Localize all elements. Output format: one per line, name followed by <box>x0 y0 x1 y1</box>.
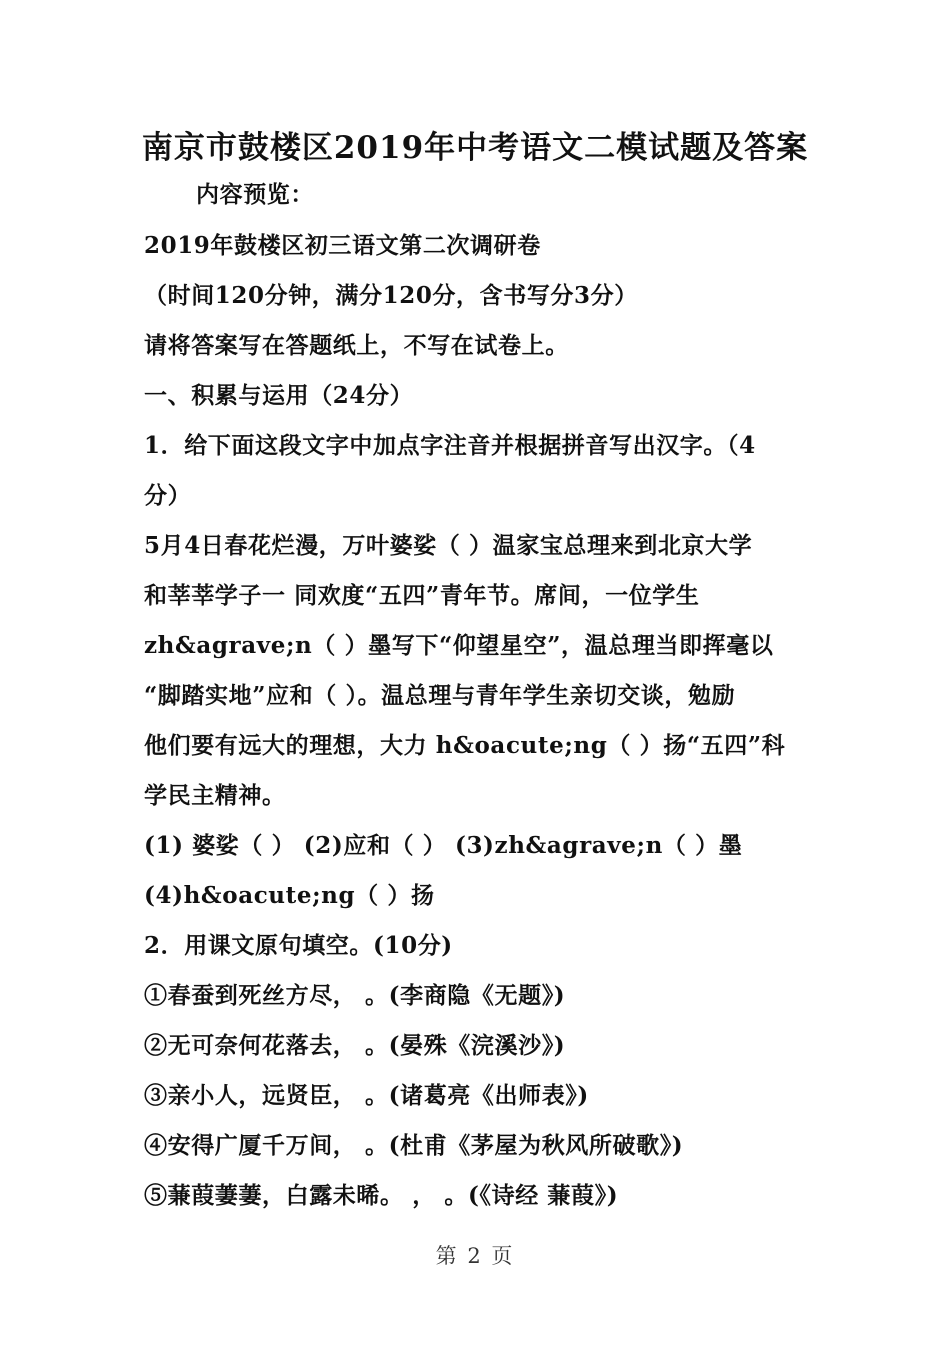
passage-line: 5月4日春花烂漫，万叶婆娑（ ）温家宝总理来到北京大学 <box>144 532 753 559</box>
exam-instruction: 请将答案写在答题纸上，不写在试卷上。 <box>144 332 569 359</box>
exam-time-note: （时间120分钟，满分120分，含书写分3分） <box>144 282 638 309</box>
content-preview-label: 内容预览： <box>196 181 314 208</box>
fill-in-line: ⑤蒹葭萋萋，白露未晞。 ， 。(《诗经 蒹葭》) <box>144 1182 619 1209</box>
question-1-text-cont: 分） <box>144 482 192 509</box>
question-1-text: 1．给下面这段文字中加点字注音并根据拼音写出汉字。（4 <box>144 432 756 459</box>
answer-items-line: (1) 婆娑（ ） (2)应和（ ） (3)zh&agrave;n（ ）墨 <box>144 832 743 859</box>
fill-in-line: ④安得广厦千万间， 。(杜甫《茅屋为秋风所破歌》) <box>144 1132 684 1159</box>
passage-line: zh&agrave;n（ ）墨写下“仰望星空”，温总理当即挥毫以 <box>144 632 774 659</box>
document-title: 南京市鼓楼区2019年中考语文二模试题及答案 <box>141 130 809 166</box>
exam-heading: 2019年鼓楼区初三语文第二次调研卷 <box>144 232 541 259</box>
passage-line: 学民主精神。 <box>144 782 286 809</box>
page-number: 第 2 页 <box>435 1244 515 1268</box>
passage-line: “脚踏实地”应和（ ）。温总理与青年学生亲切交谈，勉励 <box>144 682 736 709</box>
fill-in-line: ③亲小人，远贤臣， 。(诸葛亮《出师表》) <box>144 1082 589 1109</box>
fill-in-line: ①春蚕到死丝方尽， 。(李商隐《无题》) <box>144 982 566 1009</box>
section-heading: 一、积累与运用（24分） <box>144 382 414 409</box>
answer-items-line: (4)h&oacute;ng（ ）扬 <box>144 882 435 909</box>
passage-line: 他们要有远大的理想，大力 h&oacute;ng（ ）扬“五四”科 <box>144 732 786 759</box>
fill-in-line: ②无可奈何花落去， 。(晏殊《浣溪沙》) <box>144 1032 566 1059</box>
question-2-text: 2．用课文原句填空。(10分) <box>144 932 453 959</box>
passage-line: 和莘莘学子一 同欢度“五四”青年节。席间，一位学生 <box>144 582 700 609</box>
